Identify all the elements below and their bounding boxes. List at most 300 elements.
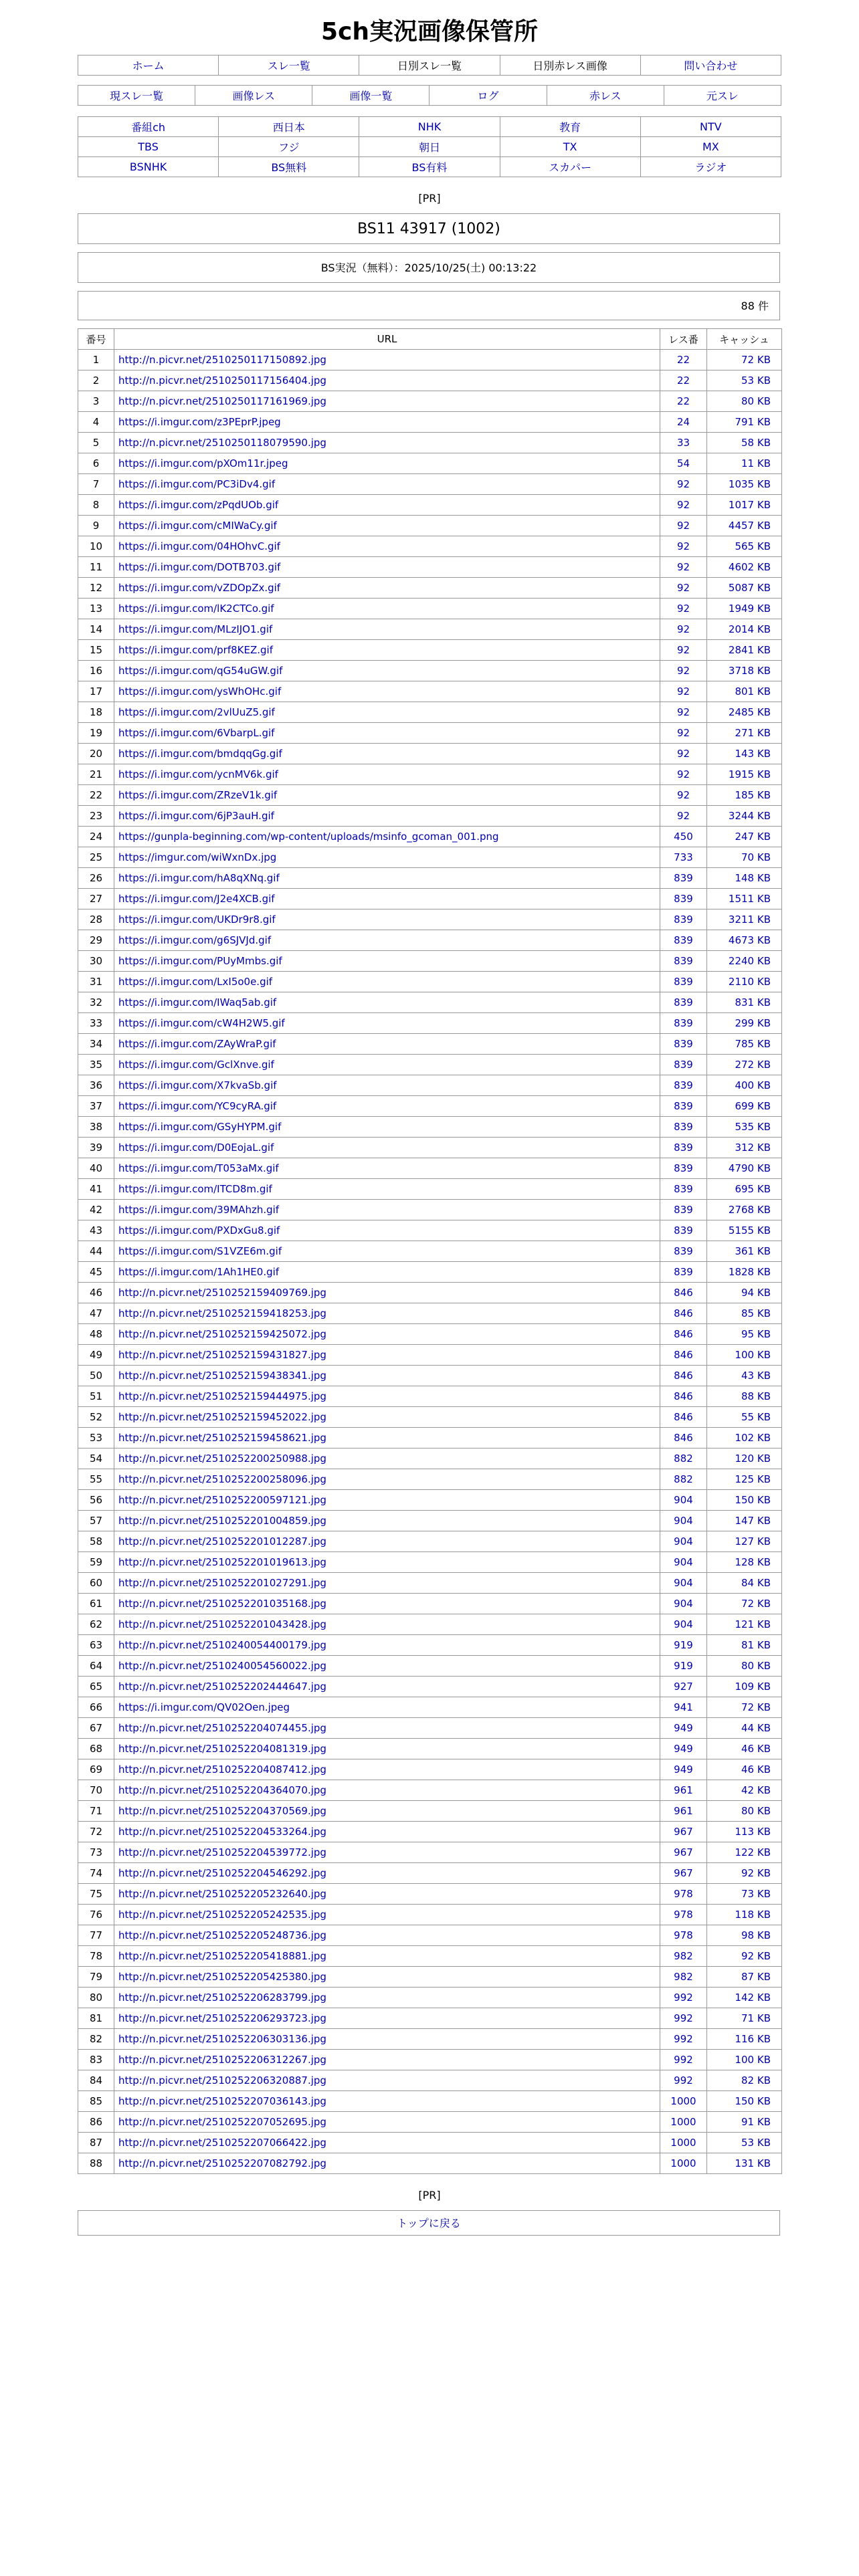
channel-item[interactable]: [78, 137, 219, 157]
row-url-cell[interactable]: [114, 1842, 660, 1863]
row-cache-size[interactable]: 44 KB: [741, 1722, 771, 1734]
row-res-number[interactable]: 839: [674, 955, 693, 967]
row-url[interactable]: http://n.picvr.net/2510252159431827.jpg: [118, 1349, 326, 1361]
row-cache-size-cell[interactable]: [707, 1967, 782, 1988]
row-url-cell[interactable]: [114, 972, 660, 992]
row-cache-size-cell[interactable]: [707, 536, 782, 557]
row-res-number[interactable]: 839: [674, 1204, 693, 1216]
row-url-cell[interactable]: [114, 1283, 660, 1303]
row-url-cell[interactable]: [114, 1055, 660, 1075]
row-cache-size-cell[interactable]: [707, 806, 782, 827]
row-cache-size-cell[interactable]: [707, 1946, 782, 1967]
row-url-cell[interactable]: [114, 1573, 660, 1594]
nav-current-threads-link[interactable]: 現スレ一覧: [110, 90, 164, 102]
row-url[interactable]: http://n.picvr.net/2510252201019613.jpg: [118, 1556, 326, 1568]
row-cache-size[interactable]: 120 KB: [735, 1453, 771, 1465]
row-res-number[interactable]: 882: [674, 1453, 693, 1465]
row-url-cell[interactable]: [114, 1739, 660, 1759]
row-cache-size-cell[interactable]: [707, 1283, 782, 1303]
channel-link[interactable]: TX: [563, 140, 577, 153]
row-cache-size-cell[interactable]: [707, 1759, 782, 1780]
row-cache-size[interactable]: 699 KB: [735, 1100, 771, 1112]
row-res-number[interactable]: 22: [676, 395, 690, 407]
row-url[interactable]: https://i.imgur.com/6jP3auH.gif: [118, 810, 274, 822]
row-url-cell[interactable]: [114, 1635, 660, 1656]
row-res-number[interactable]: 961: [674, 1805, 693, 1817]
row-url-cell[interactable]: [114, 1013, 660, 1034]
row-cache-size-cell[interactable]: [707, 2091, 782, 2112]
channel-item[interactable]: [78, 117, 219, 137]
row-res-number[interactable]: 904: [674, 1535, 693, 1547]
row-url[interactable]: https://i.imgur.com/g6SJVJd.gif: [118, 934, 272, 946]
row-cache-size[interactable]: 1828 KB: [728, 1266, 771, 1278]
row-url[interactable]: https://i.imgur.com/S1VZE6m.gif: [118, 1245, 282, 1257]
row-res-number[interactable]: 92: [676, 499, 690, 511]
row-url[interactable]: https://i.imgur.com/X7kvaSb.gif: [118, 1079, 277, 1091]
row-res-number[interactable]: 92: [676, 727, 690, 739]
nav-red-res[interactable]: [547, 86, 664, 106]
row-res-number[interactable]: 54: [676, 457, 690, 469]
row-res-number[interactable]: 92: [676, 789, 690, 801]
row-cache-size[interactable]: 81 KB: [741, 1639, 771, 1651]
row-url[interactable]: http://n.picvr.net/2510252204074455.jpg: [118, 1722, 326, 1734]
row-res-number[interactable]: 919: [674, 1639, 693, 1651]
row-cache-size-cell[interactable]: [707, 1739, 782, 1759]
row-cache-size[interactable]: 121 KB: [735, 1618, 771, 1630]
row-url-cell[interactable]: [114, 2091, 660, 2112]
row-url-cell[interactable]: [114, 1262, 660, 1283]
row-res-number-cell[interactable]: [660, 2070, 707, 2091]
row-cache-size-cell[interactable]: [707, 1055, 782, 1075]
row-res-number[interactable]: 92: [676, 706, 690, 718]
row-res-number[interactable]: 941: [674, 1701, 693, 1713]
row-res-number[interactable]: 846: [674, 1390, 693, 1402]
row-url-cell[interactable]: [114, 1179, 660, 1200]
row-cache-size[interactable]: 4602 KB: [728, 561, 771, 573]
row-cache-size[interactable]: 185 KB: [735, 789, 771, 801]
row-res-number[interactable]: 992: [674, 1992, 693, 2004]
row-cache-size-cell[interactable]: [707, 1324, 782, 1345]
row-url[interactable]: https://i.imgur.com/cMIWaCy.gif: [118, 520, 277, 532]
row-cache-size[interactable]: 80 KB: [741, 1660, 771, 1672]
row-res-number[interactable]: 846: [674, 1370, 693, 1382]
channel-item[interactable]: [640, 117, 781, 137]
row-url[interactable]: http://n.picvr.net/2510252200258096.jpg: [118, 1473, 326, 1485]
row-res-number[interactable]: 967: [674, 1846, 693, 1858]
row-url-cell[interactable]: [114, 578, 660, 599]
row-url[interactable]: http://n.picvr.net/2510252206312267.jpg: [118, 2054, 326, 2066]
row-url[interactable]: https://i.imgur.com/YC9cyRA.gif: [118, 1100, 277, 1112]
row-res-number-cell[interactable]: [660, 1055, 707, 1075]
channel-link[interactable]: TBS: [138, 140, 159, 153]
row-res-number-cell[interactable]: [660, 1366, 707, 1386]
row-res-number-cell[interactable]: [660, 1905, 707, 1925]
row-cache-size-cell[interactable]: [707, 453, 782, 474]
row-res-number[interactable]: 92: [676, 520, 690, 532]
row-cache-size-cell[interactable]: [707, 1407, 782, 1428]
row-url-cell[interactable]: [114, 2133, 660, 2153]
row-cache-size[interactable]: 1949 KB: [728, 603, 771, 615]
row-url-cell[interactable]: [114, 951, 660, 972]
row-cache-size[interactable]: 91 KB: [741, 2116, 771, 2128]
row-url-cell[interactable]: [114, 1158, 660, 1179]
back-to-top-box[interactable]: [78, 2210, 780, 2236]
row-url[interactable]: http://n.picvr.net/2510252205425380.jpg: [118, 1971, 326, 1983]
row-url-cell[interactable]: [114, 1884, 660, 1905]
row-cache-size[interactable]: 71 KB: [741, 2012, 771, 2024]
row-url[interactable]: https://i.imgur.com/zPqdUOb.gif: [118, 499, 279, 511]
row-cache-size-cell[interactable]: [707, 909, 782, 930]
row-cache-size-cell[interactable]: [707, 1842, 782, 1863]
row-cache-size-cell[interactable]: [707, 1780, 782, 1801]
row-cache-size[interactable]: 791 KB: [735, 416, 771, 428]
row-cache-size[interactable]: 98 KB: [741, 1929, 771, 1941]
row-cache-size[interactable]: 80 KB: [741, 395, 771, 407]
row-res-number-cell[interactable]: [660, 806, 707, 827]
row-res-number[interactable]: 839: [674, 1059, 693, 1071]
row-res-number-cell[interactable]: [660, 2153, 707, 2174]
row-res-number-cell[interactable]: [660, 536, 707, 557]
row-cache-size[interactable]: 80 KB: [741, 1805, 771, 1817]
nav-log[interactable]: [430, 86, 547, 106]
row-cache-size-cell[interactable]: [707, 951, 782, 972]
row-res-number-cell[interactable]: [660, 1573, 707, 1594]
row-res-number[interactable]: 733: [674, 851, 693, 863]
row-url[interactable]: http://n.picvr.net/2510240054400179.jpg: [118, 1639, 326, 1651]
row-url[interactable]: https://i.imgur.com/1Ah1HE0.gif: [118, 1266, 280, 1278]
row-url-cell[interactable]: [114, 557, 660, 578]
row-url-cell[interactable]: [114, 370, 660, 391]
row-res-number[interactable]: 992: [674, 2054, 693, 2066]
row-cache-size[interactable]: 312 KB: [735, 1142, 771, 1154]
row-cache-size[interactable]: 142 KB: [735, 1992, 771, 2004]
row-url-cell[interactable]: [114, 1988, 660, 2008]
row-res-number-cell[interactable]: [660, 2091, 707, 2112]
nav-image-list[interactable]: [312, 86, 430, 106]
row-res-number[interactable]: 22: [676, 354, 690, 366]
row-res-number[interactable]: 1000: [670, 2095, 696, 2107]
nav-original-thread-link[interactable]: 元スレ: [706, 90, 739, 102]
row-res-number-cell[interactable]: [660, 702, 707, 723]
row-res-number[interactable]: 92: [676, 561, 690, 573]
row-res-number[interactable]: 24: [676, 416, 690, 428]
row-cache-size[interactable]: 72 KB: [741, 1598, 771, 1610]
row-res-number-cell[interactable]: [660, 1759, 707, 1780]
row-cache-size-cell[interactable]: [707, 847, 782, 868]
row-res-number[interactable]: 978: [674, 1929, 693, 1941]
row-url[interactable]: http://n.picvr.net/2510252201004859.jpg: [118, 1515, 326, 1527]
nav-thread-list-link[interactable]: スレ一覧: [267, 60, 310, 72]
row-res-number[interactable]: 992: [674, 2033, 693, 2045]
row-cache-size-cell[interactable]: [707, 516, 782, 536]
row-res-number-cell[interactable]: [660, 2112, 707, 2133]
row-url-cell[interactable]: [114, 847, 660, 868]
row-cache-size[interactable]: 125 KB: [735, 1473, 771, 1485]
row-res-number-cell[interactable]: [660, 764, 707, 785]
row-url-cell[interactable]: [114, 1366, 660, 1386]
row-res-number-cell[interactable]: [660, 1220, 707, 1241]
row-res-number-cell[interactable]: [660, 495, 707, 516]
row-url-cell[interactable]: [114, 1386, 660, 1407]
row-url[interactable]: https://i.imgur.com/GclXnve.gif: [118, 1059, 274, 1071]
row-cache-size[interactable]: 95 KB: [741, 1328, 771, 1340]
row-res-number-cell[interactable]: [660, 681, 707, 702]
row-res-number[interactable]: 92: [676, 748, 690, 760]
row-url-cell[interactable]: [114, 536, 660, 557]
row-cache-size-cell[interactable]: [707, 1013, 782, 1034]
row-url[interactable]: https://i.imgur.com/PUyMmbs.gif: [118, 955, 282, 967]
row-cache-size-cell[interactable]: [707, 599, 782, 619]
row-res-number[interactable]: 882: [674, 1473, 693, 1485]
row-res-number-cell[interactable]: [660, 1697, 707, 1718]
row-cache-size[interactable]: 3244 KB: [728, 810, 771, 822]
row-cache-size[interactable]: 118 KB: [735, 1909, 771, 1921]
row-cache-size[interactable]: 128 KB: [735, 1556, 771, 1568]
nav-log-link[interactable]: ログ: [477, 90, 499, 102]
row-res-number-cell[interactable]: [660, 1925, 707, 1946]
nav-image-res-link[interactable]: 画像レス: [232, 90, 275, 102]
row-cache-size-cell[interactable]: [707, 619, 782, 640]
row-url-cell[interactable]: [114, 1117, 660, 1138]
row-res-number[interactable]: 839: [674, 1245, 693, 1257]
row-url[interactable]: https://i.imgur.com/z3PEprP.jpeg: [118, 416, 281, 428]
row-cache-size[interactable]: 400 KB: [735, 1079, 771, 1091]
row-url-cell[interactable]: [114, 1220, 660, 1241]
row-cache-size[interactable]: 127 KB: [735, 1535, 771, 1547]
row-cache-size[interactable]: 1511 KB: [728, 893, 771, 905]
row-res-number-cell[interactable]: [660, 951, 707, 972]
row-url-cell[interactable]: [114, 1034, 660, 1055]
row-cache-size[interactable]: 82 KB: [741, 2074, 771, 2086]
row-res-number[interactable]: 1000: [670, 2116, 696, 2128]
row-res-number[interactable]: 92: [676, 478, 690, 490]
channel-link[interactable]: NTV: [700, 120, 722, 133]
row-url[interactable]: http://n.picvr.net/2510252202444647.jpg: [118, 1681, 326, 1693]
row-cache-size-cell[interactable]: [707, 1469, 782, 1490]
row-res-number[interactable]: 949: [674, 1763, 693, 1776]
row-url[interactable]: http://n.picvr.net/2510252204364070.jpg: [118, 1784, 326, 1796]
row-url[interactable]: http://n.picvr.net/2510250118079590.jpg: [118, 437, 326, 449]
row-url-cell[interactable]: [114, 1138, 660, 1158]
row-cache-size[interactable]: 801 KB: [735, 685, 771, 697]
row-url-cell[interactable]: [114, 806, 660, 827]
row-url[interactable]: http://n.picvr.net/2510252204539772.jpg: [118, 1846, 326, 1858]
row-res-number[interactable]: 839: [674, 976, 693, 988]
row-res-number[interactable]: 992: [674, 2012, 693, 2024]
row-cache-size[interactable]: 2841 KB: [728, 644, 771, 656]
row-url[interactable]: http://n.picvr.net/2510252207066422.jpg: [118, 2137, 326, 2149]
row-url[interactable]: https://i.imgur.com/pXOm11r.jpeg: [118, 457, 288, 469]
row-res-number-cell[interactable]: [660, 1283, 707, 1303]
row-url[interactable]: https://i.imgur.com/LxI5o0e.gif: [118, 976, 273, 988]
row-res-number-cell[interactable]: [660, 1013, 707, 1034]
row-res-number[interactable]: 22: [676, 374, 690, 387]
row-url-cell[interactable]: [114, 661, 660, 681]
nav-current-threads[interactable]: [78, 86, 195, 106]
row-url[interactable]: http://n.picvr.net/2510252204370569.jpg: [118, 1805, 326, 1817]
row-url-cell[interactable]: [114, 1759, 660, 1780]
row-cache-size[interactable]: 1915 KB: [728, 768, 771, 780]
row-url[interactable]: https://i.imgur.com/39MAhzh.gif: [118, 1204, 280, 1216]
row-res-number-cell[interactable]: [660, 516, 707, 536]
row-cache-size-cell[interactable]: [707, 578, 782, 599]
row-url-cell[interactable]: [114, 992, 660, 1013]
row-res-number-cell[interactable]: [660, 1386, 707, 1407]
channel-link[interactable]: フジ: [278, 141, 300, 154]
row-cache-size-cell[interactable]: [707, 661, 782, 681]
row-url-cell[interactable]: [114, 516, 660, 536]
row-cache-size[interactable]: 46 KB: [741, 1763, 771, 1776]
row-cache-size[interactable]: 53 KB: [741, 2137, 771, 2149]
row-cache-size-cell[interactable]: [707, 1179, 782, 1200]
row-url[interactable]: http://n.picvr.net/2510252201035168.jpg: [118, 1598, 326, 1610]
row-cache-size-cell[interactable]: [707, 1718, 782, 1739]
row-url[interactable]: https://i.imgur.com/D0EojaL.gif: [118, 1142, 274, 1154]
row-url[interactable]: http://n.picvr.net/2510252205418881.jpg: [118, 1950, 326, 1962]
row-cache-size[interactable]: 143 KB: [735, 748, 771, 760]
row-url-cell[interactable]: [114, 1469, 660, 1490]
row-url[interactable]: http://n.picvr.net/2510252205248736.jpg: [118, 1929, 326, 1941]
nav-home[interactable]: [78, 56, 219, 76]
nav-contact-link[interactable]: 問い合わせ: [684, 60, 738, 72]
row-url-cell[interactable]: [114, 1303, 660, 1324]
channel-item[interactable]: [500, 137, 640, 157]
nav-home-link[interactable]: ホーム: [132, 60, 165, 72]
row-res-number-cell[interactable]: [660, 1656, 707, 1677]
row-cache-size-cell[interactable]: [707, 474, 782, 495]
row-url-cell[interactable]: [114, 1801, 660, 1822]
row-cache-size-cell[interactable]: [707, 702, 782, 723]
row-url-cell[interactable]: [114, 764, 660, 785]
row-url[interactable]: https://i.imgur.com/ysWhOHc.gif: [118, 685, 282, 697]
row-cache-size-cell[interactable]: [707, 1905, 782, 1925]
row-res-number-cell[interactable]: [660, 744, 707, 764]
row-url[interactable]: http://n.picvr.net/2510252206303136.jpg: [118, 2033, 326, 2045]
row-cache-size[interactable]: 88 KB: [741, 1390, 771, 1402]
channel-item[interactable]: [78, 157, 219, 177]
row-res-number-cell[interactable]: [660, 661, 707, 681]
row-url-cell[interactable]: [114, 1780, 660, 1801]
row-cache-size-cell[interactable]: [707, 1925, 782, 1946]
row-url-cell[interactable]: [114, 1863, 660, 1884]
row-res-number[interactable]: 839: [674, 1100, 693, 1112]
row-url[interactable]: https://i.imgur.com/UKDr9r8.gif: [118, 914, 276, 926]
row-cache-size[interactable]: 361 KB: [735, 1245, 771, 1257]
row-url[interactable]: http://n.picvr.net/2510252207052695.jpg: [118, 2116, 326, 2128]
row-cache-size-cell[interactable]: [707, 2008, 782, 2029]
row-cache-size[interactable]: 247 KB: [735, 831, 771, 843]
row-res-number[interactable]: 92: [676, 665, 690, 677]
row-cache-size-cell[interactable]: [707, 2112, 782, 2133]
row-cache-size[interactable]: 4457 KB: [728, 520, 771, 532]
row-cache-size-cell[interactable]: [707, 1573, 782, 1594]
row-res-number-cell[interactable]: [660, 1138, 707, 1158]
row-res-number-cell[interactable]: [660, 1303, 707, 1324]
row-res-number-cell[interactable]: [660, 474, 707, 495]
row-res-number[interactable]: 904: [674, 1577, 693, 1589]
row-url-cell[interactable]: [114, 827, 660, 847]
row-cache-size-cell[interactable]: [707, 1884, 782, 1905]
row-res-number[interactable]: 92: [676, 810, 690, 822]
row-cache-size-cell[interactable]: [707, 1801, 782, 1822]
row-res-number-cell[interactable]: [660, 930, 707, 951]
row-url-cell[interactable]: [114, 1822, 660, 1842]
row-res-number-cell[interactable]: [660, 827, 707, 847]
row-url-cell[interactable]: [114, 1531, 660, 1552]
row-cache-size[interactable]: 695 KB: [735, 1183, 771, 1195]
row-cache-size[interactable]: 11 KB: [741, 457, 771, 469]
row-url[interactable]: https://i.imgur.com/6VbarpL.gif: [118, 727, 275, 739]
row-res-number-cell[interactable]: [660, 1863, 707, 1884]
row-url-cell[interactable]: [114, 2050, 660, 2070]
row-url-cell[interactable]: [114, 412, 660, 433]
row-res-number[interactable]: 839: [674, 1162, 693, 1174]
row-res-number-cell[interactable]: [660, 557, 707, 578]
row-cache-size-cell[interactable]: [707, 1220, 782, 1241]
row-cache-size[interactable]: 150 KB: [735, 2095, 771, 2107]
row-url-cell[interactable]: [114, 391, 660, 412]
row-cache-size[interactable]: 5155 KB: [728, 1224, 771, 1237]
row-res-number[interactable]: 846: [674, 1349, 693, 1361]
row-res-number[interactable]: 1000: [670, 2137, 696, 2149]
row-res-number[interactable]: 92: [676, 644, 690, 656]
row-res-number[interactable]: 839: [674, 1142, 693, 1154]
row-cache-size-cell[interactable]: [707, 2029, 782, 2050]
row-url-cell[interactable]: [114, 1345, 660, 1366]
row-url-cell[interactable]: [114, 619, 660, 640]
row-url[interactable]: http://n.picvr.net/2510252201012287.jpg: [118, 1535, 326, 1547]
row-url-cell[interactable]: [114, 1490, 660, 1511]
row-cache-size-cell[interactable]: [707, 1635, 782, 1656]
row-res-number-cell[interactable]: [660, 1262, 707, 1283]
row-cache-size[interactable]: 272 KB: [735, 1059, 771, 1071]
row-res-number[interactable]: 904: [674, 1618, 693, 1630]
row-url[interactable]: https://i.imgur.com/PXDxGu8.gif: [118, 1224, 280, 1237]
row-res-number-cell[interactable]: [660, 1946, 707, 1967]
row-cache-size-cell[interactable]: [707, 391, 782, 412]
row-res-number-cell[interactable]: [660, 785, 707, 806]
row-res-number[interactable]: 450: [674, 831, 693, 843]
row-res-number-cell[interactable]: [660, 1075, 707, 1096]
row-res-number-cell[interactable]: [660, 578, 707, 599]
row-cache-size-cell[interactable]: [707, 1614, 782, 1635]
row-res-number-cell[interactable]: [660, 391, 707, 412]
row-res-number[interactable]: 967: [674, 1826, 693, 1838]
row-url[interactable]: http://n.picvr.net/2510252159444975.jpg: [118, 1390, 326, 1402]
channel-item[interactable]: [500, 117, 640, 137]
nav-image-res[interactable]: [195, 86, 312, 106]
row-cache-size-cell[interactable]: [707, 1863, 782, 1884]
row-url[interactable]: http://n.picvr.net/2510252159452022.jpg: [118, 1411, 326, 1423]
row-cache-size-cell[interactable]: [707, 1822, 782, 1842]
row-res-number-cell[interactable]: [660, 1096, 707, 1117]
row-cache-size[interactable]: 85 KB: [741, 1307, 771, 1319]
row-url[interactable]: https://i.imgur.com/qG54uGW.gif: [118, 665, 283, 677]
row-url[interactable]: https://i.imgur.com/ZAyWraP.gif: [118, 1038, 276, 1050]
row-cache-size-cell[interactable]: [707, 723, 782, 744]
row-url[interactable]: https://i.imgur.com/lK2CTCo.gif: [118, 603, 274, 615]
nav-contact[interactable]: [640, 56, 781, 76]
row-url[interactable]: https://i.imgur.com/cW4H2W5.gif: [118, 1017, 285, 1029]
row-cache-size[interactable]: 43 KB: [741, 1370, 771, 1382]
row-res-number-cell[interactable]: [660, 1677, 707, 1697]
channel-item[interactable]: [219, 157, 359, 177]
row-cache-size-cell[interactable]: [707, 681, 782, 702]
row-res-number[interactable]: 839: [674, 934, 693, 946]
row-res-number[interactable]: 846: [674, 1411, 693, 1423]
row-res-number[interactable]: 904: [674, 1556, 693, 1568]
row-res-number-cell[interactable]: [660, 433, 707, 453]
